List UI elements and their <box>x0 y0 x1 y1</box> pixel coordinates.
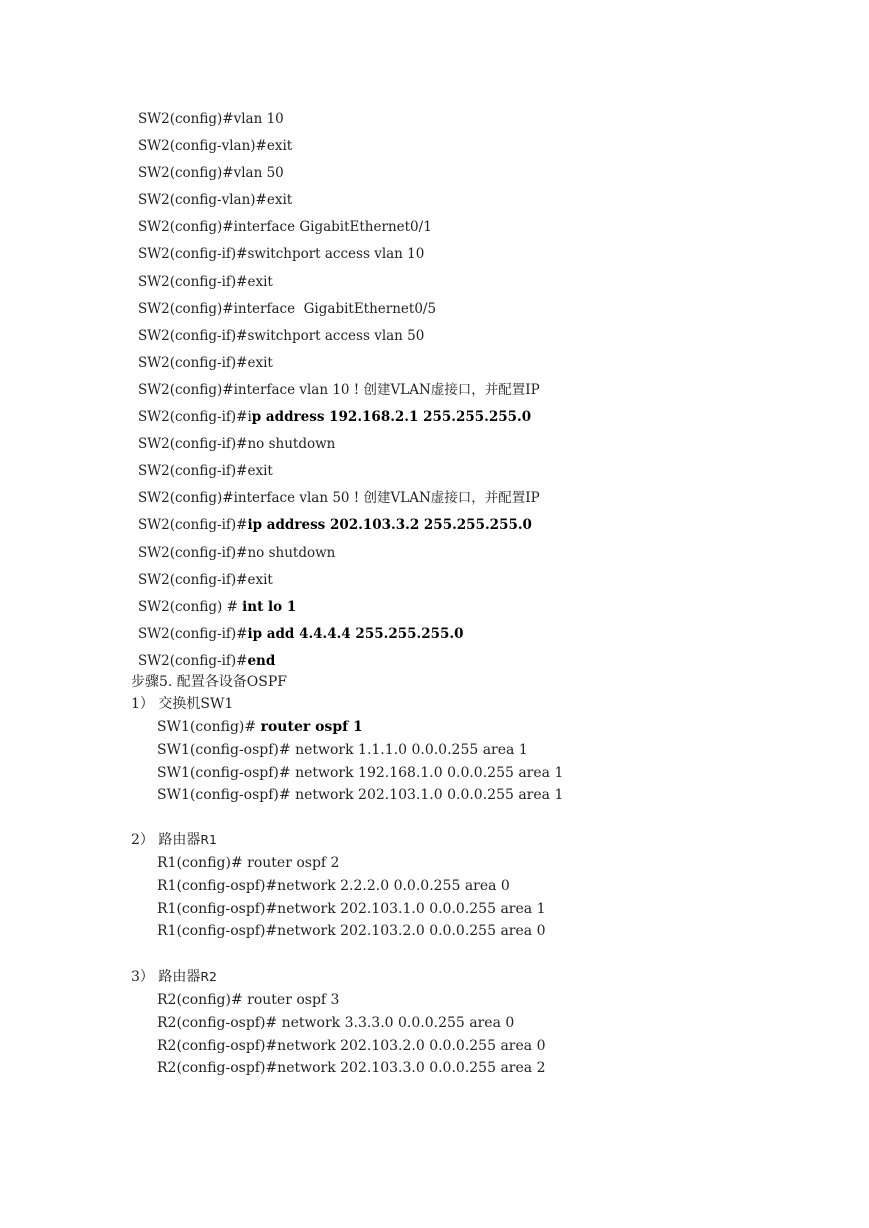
config-line: SW2(config-vlan)#exit <box>138 192 293 209</box>
config-line: SW2(config)#vlan 10 <box>138 111 284 127</box>
config-line: SW2(config-if)#ip address 192.168.2.1 255.255.255.0 <box>138 409 532 426</box>
config-line: R1(config)# router ospf 2 <box>157 855 340 871</box>
config-line: SW2(config)#vlan 50 <box>138 165 284 182</box>
config-line: SW2(config)#interface GigabitEthernet0/1 <box>138 219 432 236</box>
section-label-r2: 3） 路由器R2 <box>131 969 217 985</box>
config-line: SW1(config-ospf)# network 192.168.1.0 0.0.0.255 area 1 <box>157 764 564 781</box>
config-line: SW2(config) # int lo 1 <box>138 598 297 615</box>
r1-ospf-block <box>157 852 545 943</box>
sw1-ospf-block <box>157 716 563 807</box>
config-line: SW1(config-ospf)# network 202.103.1.0 0.0.0.255 area 1 <box>157 787 564 804</box>
config-line: SW2(config-if)#ip add 4.4.4.4 255.255.255.0 <box>138 625 464 642</box>
config-line: SW2(config-if)#no shutdown <box>138 436 336 453</box>
config-line: R1(config-ospf)#network 202.103.1.0 0.0.0.255 area 1 <box>157 900 546 917</box>
config-line: SW2(config-if)#exit <box>138 571 273 588</box>
config-line: R2(config-ospf)#network 202.103.3.0 0.0.0.255 area 2 <box>157 1060 546 1077</box>
sw2-config-block <box>138 106 540 675</box>
config-line: SW2(config)#interface GigabitEthernet0/5 <box>138 300 437 317</box>
step-heading: 步骤5. 配置各设备OSPF <box>131 674 288 690</box>
config-line: R2(config-ospf)# network 3.3.3.0 0.0.0.255 area 0 <box>157 1014 515 1031</box>
config-line: R2(config)# router ospf 3 <box>157 992 340 1008</box>
config-line: SW2(config-if)#end <box>138 652 276 669</box>
config-line: SW2(config-vlan)#exit <box>138 138 293 155</box>
config-line: R1(config-ospf)#network 2.2.2.0 0.0.0.255 area 0 <box>157 877 510 894</box>
config-line: SW2(config-if)#switchport access vlan 50 <box>138 327 425 344</box>
config-line: SW2(config-if)#ip address 202.103.3.2 255.255.255.0 <box>138 517 532 534</box>
config-line: SW2(config-if)#exit <box>138 273 273 290</box>
section-label-sw1: 1） 交换机SW1 <box>131 696 234 712</box>
config-line: R1(config-ospf)#network 202.103.2.0 0.0.0.255 area 0 <box>157 923 546 940</box>
config-line: R2(config-ospf)#network 202.103.2.0 0.0.0.255 area 0 <box>157 1037 546 1054</box>
config-line: SW2(config-if)#switchport access vlan 10 <box>138 246 425 263</box>
config-line: SW1(config)# router ospf 1 <box>157 719 363 735</box>
config-line: SW2(config)#interface vlan 10 ! 创建VLAN虚接口，并配置IP <box>138 381 540 398</box>
config-line: SW2(config-if)#exit <box>138 354 273 371</box>
config-line: SW2(config-if)#exit <box>138 463 273 480</box>
config-line: SW2(config)#interface vlan 50 ! 创建VLAN虚接口，并配置IP <box>138 490 540 507</box>
config-line: SW2(config-if)#no shutdown <box>138 544 336 561</box>
section-label-r1: 2） 路由器R1 <box>131 832 217 848</box>
r2-ospf-block <box>157 989 545 1080</box>
config-line: SW1(config-ospf)# network 1.1.1.0 0.0.0.255 area 1 <box>157 741 528 758</box>
